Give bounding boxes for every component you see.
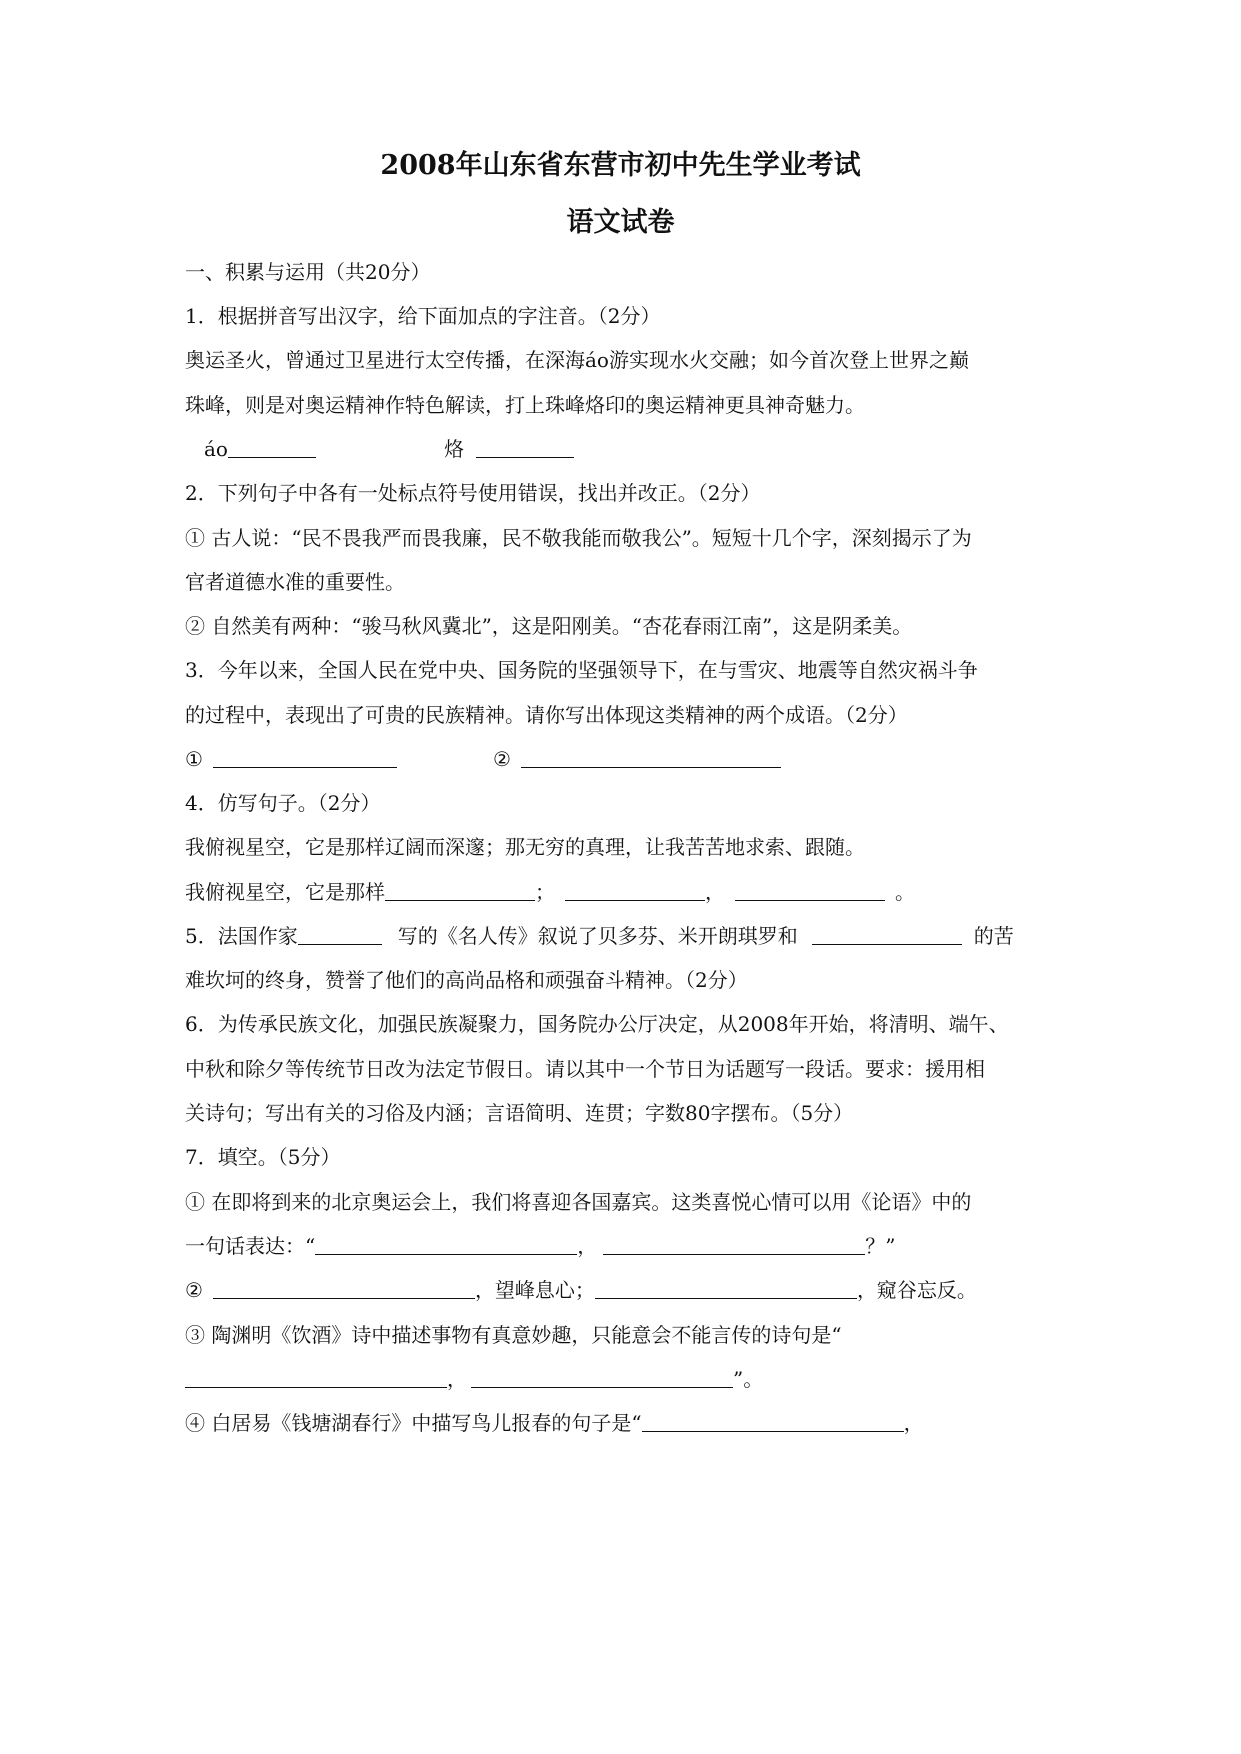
question-7-heading: 7．填空。（5分）	[185, 1145, 341, 1169]
prompt-text: 我俯视星空，它是那样	[185, 880, 385, 904]
question-6-text: 关诗句；写出有关的习俗及内涵；言语简明、连贯；字数80字摆布。（5分）	[185, 1101, 854, 1125]
answer-blank[interactable]	[476, 435, 574, 458]
question-6-text: 6．为传承民族文化，加强民族凝聚力，国务院办公厅决定，从2008年开始，将清明、端午、	[185, 1012, 1009, 1036]
question-1-blanks	[204, 434, 1084, 464]
punctuation: 。	[895, 880, 915, 904]
question-4-example: 我俯视星空，它是那样辽阔而深邃；那无穷的真理，让我苦苦地求索、跟随。	[185, 835, 865, 859]
answer-blank[interactable]	[298, 922, 382, 945]
punctuation: ，	[903, 1411, 924, 1435]
question-4-prompt	[185, 877, 1065, 907]
question-text: 一句话表达：“	[185, 1234, 316, 1258]
question-3-text: 3．今年以来，全国人民在党中央、国务院的坚强领导下，在与雪灾、地震等自然灾祸斗争	[185, 658, 978, 682]
answer-blank[interactable]	[471, 1365, 733, 1388]
question-7-item	[185, 1275, 1065, 1305]
blank-mark: ②	[492, 747, 511, 771]
answer-blank[interactable]	[385, 878, 535, 901]
punctuation: ？”	[865, 1234, 896, 1258]
blank-mark: ②	[185, 1278, 203, 1302]
question-text: ，窥谷忘反。	[856, 1278, 977, 1302]
answer-blank[interactable]	[595, 1276, 857, 1299]
question-text: 的苦	[973, 924, 1014, 948]
blank-label: 烙	[443, 437, 464, 461]
blank-label: áo	[204, 437, 228, 461]
question-2-item: ① 古人说：“民不畏我严而畏我廉，民不敬我能而敬我公”。短短十几个字，深刻揭示了为	[185, 526, 972, 550]
punctuation: ，	[705, 880, 725, 904]
answer-blank[interactable]	[185, 1365, 447, 1388]
section-heading: 一、积累与运用（共20分）	[185, 260, 431, 284]
punctuation: ；	[535, 880, 555, 904]
question-2-item: 官者道德水准的重要性。	[185, 570, 405, 594]
answer-blank[interactable]	[213, 745, 397, 768]
question-7-item: ① 在即将到来的北京奥运会上，我们将喜迎各国嘉宾。这类喜悦心情可以用《论语》中的	[185, 1190, 972, 1214]
answer-blank[interactable]	[228, 435, 316, 458]
answer-blank[interactable]	[812, 922, 962, 945]
exam-title: 2008年山东省东营市初中先生学业考试	[380, 150, 861, 181]
question-6-text: 中秋和除夕等传统节日改为法定节假日。请以其中一个节日为话题写一段话。要求：援用相	[185, 1057, 985, 1081]
punctuation: ”。	[733, 1367, 764, 1391]
question-7-item	[185, 1231, 1065, 1261]
answer-blank[interactable]	[603, 1232, 865, 1255]
blank-mark: ①	[185, 747, 203, 771]
question-1-text: 奥运圣火，曾通过卫星进行太空传播，在深海áo游实现水火交融；如今首次登上世界之巅	[185, 348, 969, 372]
question-7-item	[185, 1364, 1065, 1394]
question-5-text	[185, 921, 1065, 951]
answer-blank[interactable]	[735, 878, 885, 901]
question-text: ④ 白居易《钱塘湖春行》中描写鸟儿报春的句子是“	[185, 1411, 642, 1435]
punctuation: ，	[577, 1234, 598, 1258]
question-3-blanks	[185, 744, 1065, 774]
question-3-text: 的过程中，表现出了可贵的民族精神。请你写出体现这类精神的两个成语。（2分）	[185, 703, 908, 727]
exam-subtitle: 语文试卷	[566, 207, 675, 238]
question-2-heading: 2．下列句子中各有一处标点符号使用错误，找出并改正。（2分）	[185, 481, 761, 505]
punctuation: ，	[447, 1367, 467, 1391]
question-7-item: ③ 陶渊明《饮酒》诗中描述事物有真意妙趣，只能意会不能言传的诗句是“	[185, 1323, 842, 1347]
answer-blank[interactable]	[642, 1409, 904, 1432]
question-1-heading: 1．根据拼音写出汉字，给下面加点的字注音。（2分）	[185, 304, 661, 328]
question-7-item	[185, 1408, 1065, 1438]
answer-blank[interactable]	[565, 878, 705, 901]
question-4-heading: 4．仿写句子。（2分）	[185, 791, 381, 815]
question-text: ，望峰息心；	[474, 1278, 595, 1302]
question-text: 5．法国作家	[185, 924, 298, 948]
answer-blank[interactable]	[521, 745, 781, 768]
question-5-text: 难坎坷的终身，赞誉了他们的高尚品格和顽强奋斗精神。（2分）	[185, 968, 748, 992]
answer-blank[interactable]	[315, 1232, 577, 1255]
question-text: 写的《名人传》叙说了贝多芬、米开朗琪罗和	[397, 924, 798, 948]
answer-blank[interactable]	[213, 1276, 475, 1299]
question-2-item: ② 自然美有两种：“骏马秋风冀北”，这是阳刚美。“杏花春雨江南”，这是阴柔美。	[185, 614, 913, 638]
question-1-text: 珠峰，则是对奥运精神作特色解读，打上珠峰烙印的奥运精神更具神奇魅力。	[185, 393, 865, 417]
